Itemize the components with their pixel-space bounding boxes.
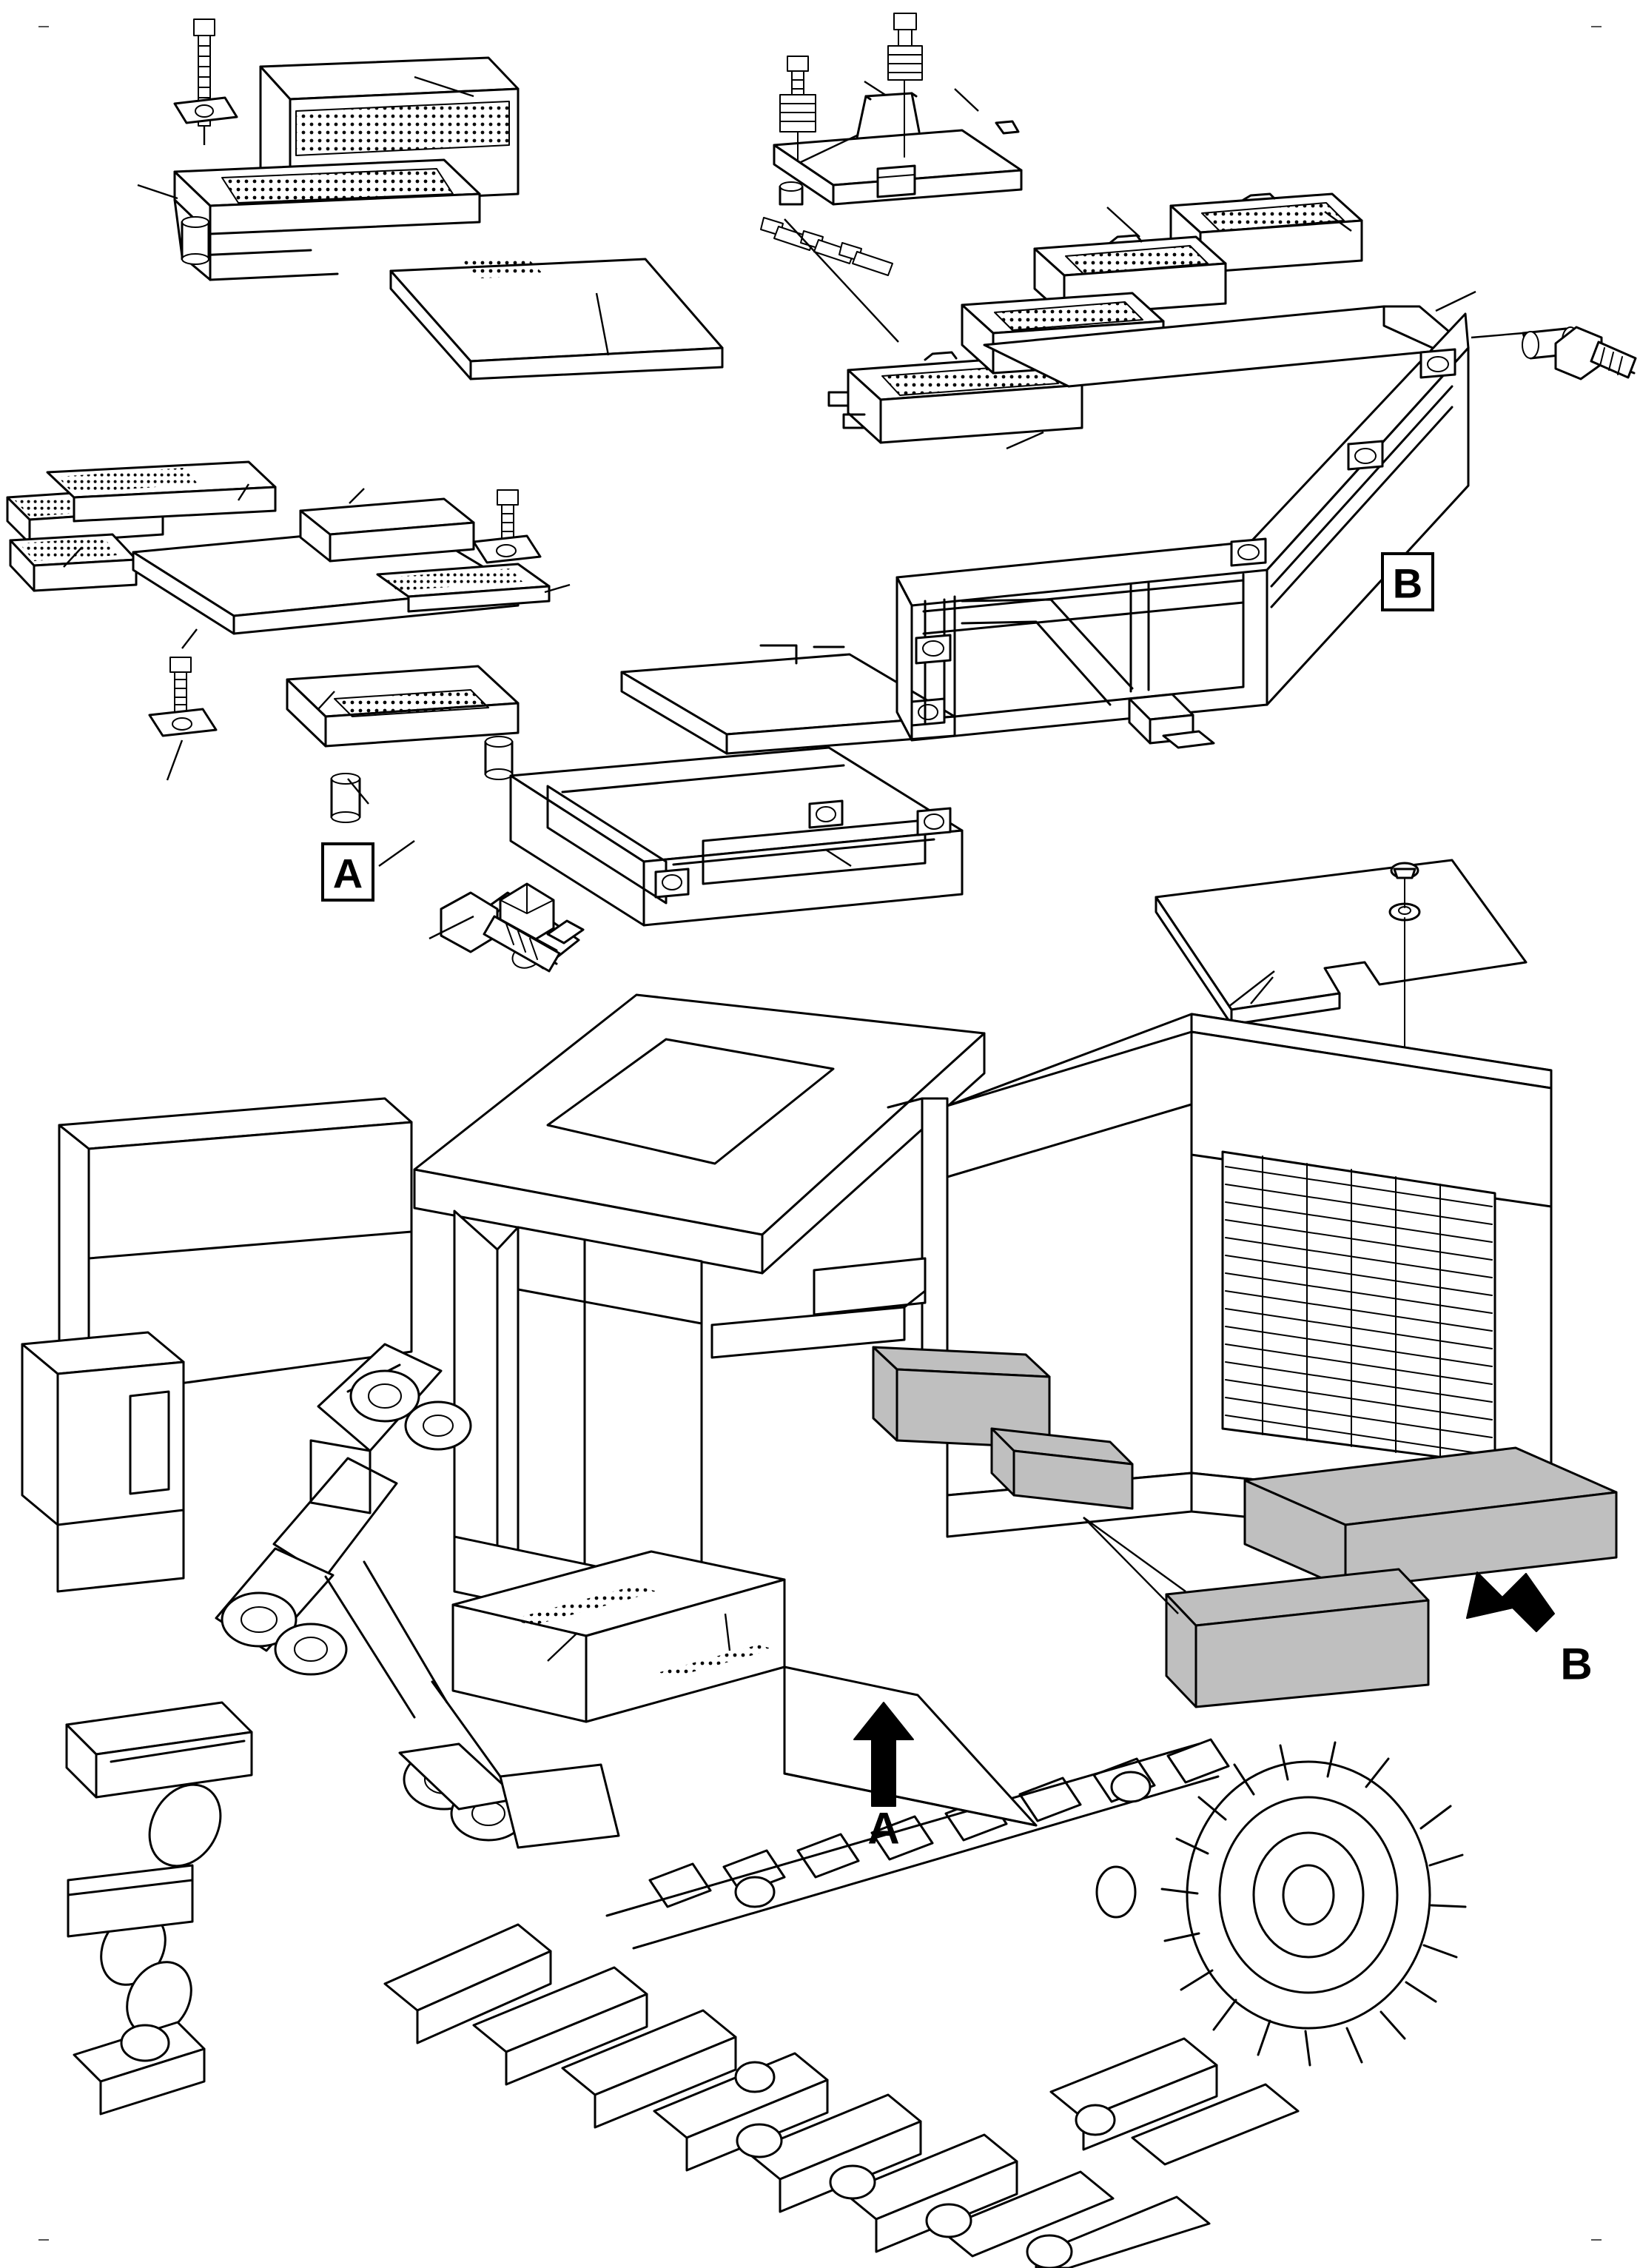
part-cover-plate-top-right bbox=[1156, 860, 1526, 1024]
part-flat-plate-left bbox=[391, 258, 722, 379]
view-arrow-b-label: B bbox=[1560, 1639, 1593, 1689]
track-links bbox=[385, 1867, 1298, 2268]
part-washer-plate-left bbox=[175, 98, 237, 123]
part-spacer-left bbox=[182, 217, 209, 264]
part-small-bolts-row bbox=[761, 218, 893, 275]
part-washer-plate-a-lower bbox=[149, 709, 216, 736]
part-spacer-a-upper bbox=[485, 737, 512, 779]
part-frame-a bbox=[511, 645, 962, 925]
callout-a bbox=[323, 841, 414, 900]
machine-assembly bbox=[22, 995, 1616, 2268]
machine-track bbox=[67, 1702, 1465, 2268]
view-arrow-a-label: A bbox=[867, 1803, 900, 1853]
part-spacer-a-lower bbox=[332, 774, 360, 822]
part-block-a bbox=[300, 499, 474, 561]
view-arrow-b bbox=[1467, 1572, 1593, 1689]
callout-b-label: B bbox=[1392, 560, 1423, 607]
part-nut-b bbox=[780, 182, 802, 204]
part-washer-plate-a-upper bbox=[474, 536, 540, 563]
callout-a-label: A bbox=[332, 850, 363, 897]
group-b-parts bbox=[761, 13, 1636, 748]
track-left-front bbox=[74, 2022, 204, 2114]
part-step-long-a3 bbox=[10, 534, 136, 591]
part-step-plate-lower-left bbox=[175, 160, 480, 280]
callout-b bbox=[1382, 554, 1433, 610]
highlight-catwalk-right-lower bbox=[1166, 1569, 1428, 1707]
part-step-long-a2 bbox=[47, 462, 275, 521]
part-hex-bolt-b bbox=[1556, 327, 1636, 379]
machine-rear-body bbox=[22, 1098, 411, 1591]
part-bolt-a-lower bbox=[170, 657, 191, 717]
